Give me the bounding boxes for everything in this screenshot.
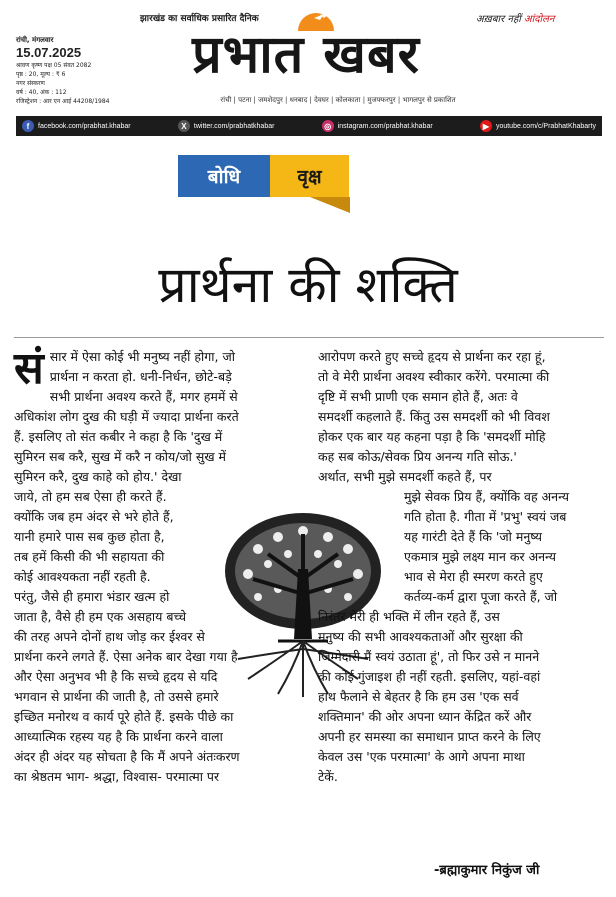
article-line: गति होता है. गीता में 'प्रभु' स्वयं जब — [404, 509, 567, 524]
article-line: यह गारंटी देते हैं कि 'जो मनुष्य — [404, 529, 542, 544]
article-line: कोई आवश्यकता नहीं रहती है. — [14, 569, 151, 584]
article-line: सुमिरन करै, दुख काहे को होय.' देखा — [14, 469, 182, 484]
article-headline: प्रार्थना की शक्ति — [158, 256, 458, 314]
social-bar — [16, 116, 602, 136]
article-line: इच्छित मनोरथ व कार्य पूरे होते हैं. इसके पीछे का — [14, 709, 234, 724]
pages-price: पृष्ठ : 20, मूल्य : ₹ 6 — [16, 71, 66, 78]
article-line: केवल उस 'एक परमात्मा' के आगे अपना माथा — [318, 749, 525, 764]
right-column-text — [318, 347, 604, 787]
city-day: रांची, मंगलवार — [16, 36, 54, 44]
article-line: सार में ऐसा कोई भी मनुष्य नहीं होगा, जो — [49, 349, 235, 364]
article-column-right — [318, 347, 604, 787]
x-twitter-icon: X — [178, 120, 190, 132]
social-handle: instagram.com/prabhat.khabar — [337, 122, 433, 130]
article-line: होकर एक बार यह कहना पड़ा है कि 'समदर्शी मोहि — [318, 429, 546, 444]
article-line: मुझे सेवक प्रिय हैं, क्योंकि वह अनन्य — [404, 489, 570, 504]
registration: रजिस्ट्रेशन : आर एन आई 44208/1984 — [16, 98, 110, 105]
article-line: मनुष्य की सभी आवश्यकताओं और सुरक्षा की — [318, 629, 523, 644]
article-line: प्रार्थना करने लगते हैं. ऐसा अनेक बार देखा गया है — [14, 649, 238, 664]
article-line: की कोई गुंजाइश ही नहीं रहती. इसलिए, यहां-वहां — [318, 669, 541, 684]
article-line: दृष्टि में सभी प्राणी एक समान होते हैं, अतः वे — [318, 389, 518, 404]
article-line: अर्थात, सभी मुझे समदर्शी कहते हैं, पर — [318, 469, 492, 484]
article-line: कह सब कोऊ/सेवक प्रिय अनन्य गति सोऊ.' — [318, 449, 517, 464]
article-line: आध्यात्मिक रहस्य यह है कि प्रार्थना करने वाला — [14, 729, 223, 744]
edition-date: 15.07.2025 — [16, 45, 82, 60]
column-name-part2: वृक्ष — [270, 155, 349, 197]
social-instagram[interactable] — [322, 120, 433, 132]
social-twitter[interactable] — [178, 120, 275, 132]
article-line: जाये, तो हम सब ऐसा ही करते हैं. — [14, 489, 167, 504]
social-handle: facebook.com/prabhat.khabar — [38, 122, 131, 130]
social-youtube[interactable] — [480, 120, 596, 132]
article-line: और ऐसा अनुभव भी है कि सच्चे हृदय से यदि — [14, 669, 218, 684]
article-line: का श्रेष्ठतम भाग- श्रद्धा, विश्वास- परमात्मा पर — [14, 769, 220, 784]
social-facebook[interactable] — [22, 120, 131, 132]
edition-cities: रांची | पटना | जमशेदपुर | धनबाद | देवघर | कोलकाता | मुजफ्फरपुर | भागलपुर से प्रकाशित — [220, 96, 456, 104]
article-line: कर्तव्य-कर्म द्वारा पूजा करते हैं, जो — [404, 589, 558, 604]
article-line: शक्तिमान' की ओर अपना ध्यान केंद्रित करें और — [318, 709, 532, 724]
article-line: आरोपण करते हुए सच्चे हृदय से प्रार्थना कर रहा हूं, — [318, 349, 546, 364]
newspaper-name: प्रभात खबर — [192, 25, 420, 85]
article-line: अधिकांश लोग दुख की घड़ी में ज्यादा प्रार्थना करते — [14, 409, 239, 424]
youtube-icon: ▶ — [480, 120, 492, 132]
headline-divider — [14, 337, 604, 338]
masthead-tagline: झारखंड का सर्वाधिक प्रसारित दैनिक — [140, 14, 259, 24]
social-handle: youtube.com/c/PrabhatKhabarty — [495, 122, 596, 130]
article-line: यानी हमारे पास सब कुछ होता है, — [14, 529, 165, 544]
article-line: हैं. इसलिए तो संत कबीर ने कहा है कि 'दुख में — [14, 429, 223, 444]
article-line: परंतु, जैसे ही हमारा भंडार खत्म हो — [14, 589, 170, 604]
article-line: भाव से मेरा ही स्मरण करते हुए — [404, 569, 543, 584]
article-line: भगवान से प्रार्थना की जाती है, तो उससे हमारे — [14, 689, 219, 704]
article-line: समदर्शी कहलाते हैं. किंतु उस समदर्शी को भी विवश — [318, 409, 550, 424]
article-byline: -ब्रह्माकुमार निकुंज जी — [434, 863, 540, 878]
slogan-text: अख़बार नहीं — [476, 14, 521, 25]
article-line: अंदर ही अंदर यह सोचता है कि मैं अपने अंतःकरण — [14, 749, 240, 764]
article-line: तो वे मेरी प्रार्थना अवश्य स्वीकार करेंगे. परमात्मा की — [318, 369, 550, 384]
social-handle: twitter.com/prabhatkhabar — [193, 122, 275, 130]
edition-name: नगर संस्करण — [16, 80, 45, 87]
edition-info — [16, 36, 112, 106]
article-line: सुमिरन सब करै, सुख में करै न कोय/जो सुख में — [14, 449, 227, 464]
article-line: जाता है, वैसे ही हम एक असहाय बच्चे — [14, 609, 187, 624]
article-line: अपनी हर समस्या का समाधान प्राप्त करने के लिए — [318, 729, 541, 744]
masthead-slogan — [476, 11, 554, 25]
article-line: टेकें. — [318, 769, 338, 784]
article-line: की तरह अपने दोनों हाथ जोड़ कर ईश्वर से — [14, 629, 205, 644]
article-line: तब हमें किसी की भी सहायता की — [14, 549, 165, 564]
facebook-icon: f — [22, 120, 34, 132]
instagram-icon: ◎ — [322, 120, 334, 132]
slogan-accent: आंदोलन — [524, 14, 555, 25]
column-name-part1: बोधि — [178, 155, 270, 197]
masthead — [0, 0, 616, 116]
article-line: हाथ फैलाने से बेहतर है कि हम उस 'एक सर्व — [318, 689, 519, 704]
drop-cap: सं — [14, 343, 44, 394]
article-line: जिम्मेदारी मैं स्वयं उठाता हूं', तो फिर उसे न मानने — [318, 649, 540, 664]
calendar-info: श्रावण कृष्ण पक्ष 05 संवत 2082 — [16, 62, 92, 69]
article-line: प्रार्थना न करता हो. धनी-निर्धन, छोटे-बड़े — [49, 369, 232, 384]
article-line: सभी प्रार्थना अवश्य करते हैं, मगर हममें से — [49, 389, 238, 404]
article-line: क्योंकि जब हम अंदर से भरे होते हैं, — [14, 509, 174, 524]
volume-issue: वर्ष : 40, अंक : 112 — [16, 89, 67, 96]
banner-ribbon-icon — [310, 197, 350, 213]
column-banner — [178, 155, 349, 197]
article-line: एकमात्र मुझे लक्ष्य मान कर अनन्य — [404, 549, 556, 564]
article-line: निरंतर मेरी ही भक्ति में लीन रहते हैं, उस — [318, 609, 500, 624]
